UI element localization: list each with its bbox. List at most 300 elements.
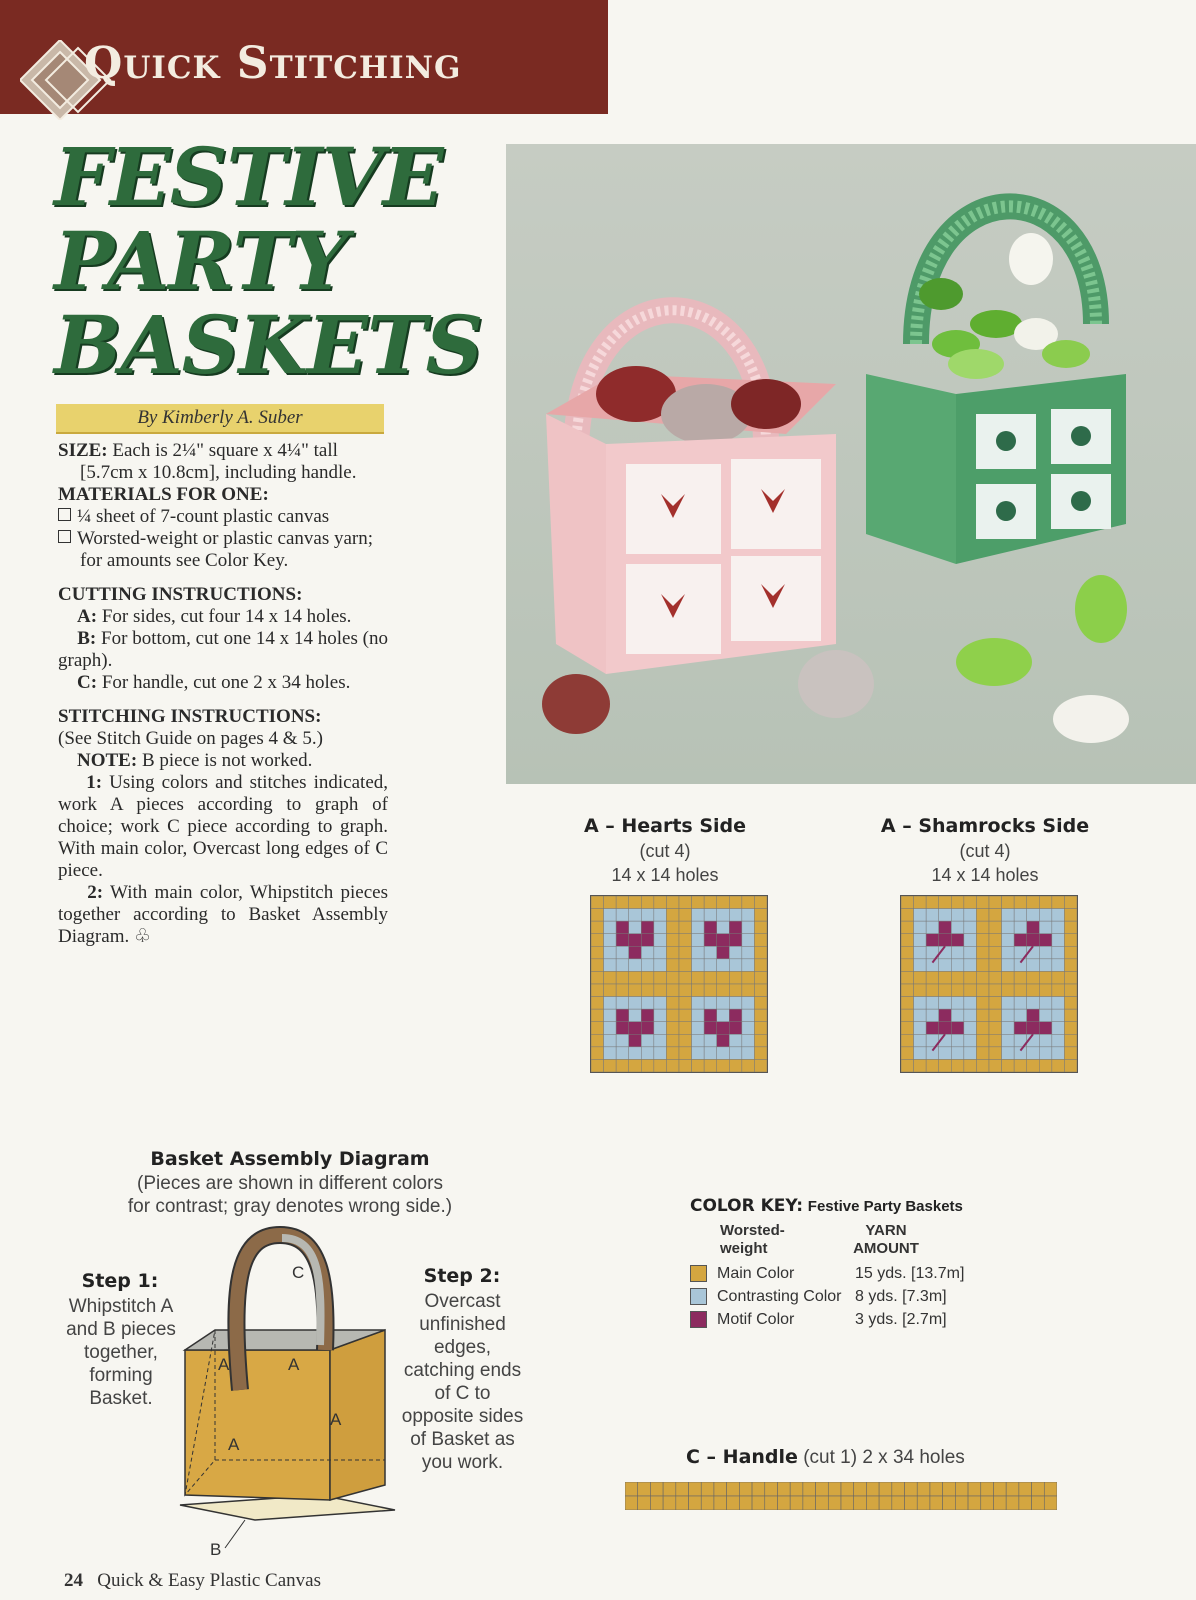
graph-cell	[1064, 1009, 1077, 1022]
graph-cell	[1014, 959, 1027, 972]
graph-cell	[951, 909, 964, 922]
graph-cell	[989, 971, 1002, 984]
cutting-item-text: For sides, cut four 14 x 14 holes.	[101, 606, 352, 627]
handle-cell	[1006, 1496, 1019, 1510]
materials-item-text: Worsted-weight or plastic canvas yarn; for amounts see Color Key.	[77, 528, 374, 571]
graph-cell	[1014, 896, 1027, 909]
graph-cell	[641, 1059, 654, 1072]
handle-cell	[828, 1482, 841, 1496]
graph-cell	[901, 997, 914, 1010]
graph-cell	[1052, 971, 1065, 984]
graph-cell	[1014, 934, 1027, 947]
graph-cell	[641, 1009, 654, 1022]
graph-cell	[704, 1047, 717, 1060]
graph-cell	[1027, 1059, 1040, 1072]
color-swatch	[690, 1288, 707, 1305]
graph-cell	[976, 1059, 989, 1072]
graph-cell	[604, 921, 617, 934]
graph-cell	[692, 909, 705, 922]
cutting-item-text: For bottom, cut one 14 x 14 holes (no graph).	[58, 628, 389, 671]
graph-cell	[1064, 1034, 1077, 1047]
footer	[64, 1570, 321, 1592]
graph-cell	[754, 946, 767, 959]
graph-cell	[629, 1059, 642, 1072]
graph-cell	[629, 1009, 642, 1022]
graph-cell	[591, 934, 604, 947]
handle-cell	[1032, 1482, 1045, 1496]
color-name: Main Color	[717, 1264, 795, 1282]
graph-cell	[679, 1047, 692, 1060]
handle-title: C – Handle	[686, 1446, 798, 1468]
graph-cell	[604, 896, 617, 909]
shamrocks-graph-holes: 14 x 14 holes	[931, 865, 1039, 885]
graph-cell	[679, 909, 692, 922]
graph-cell	[1002, 946, 1015, 959]
handle-cell	[879, 1496, 892, 1510]
graph-cell	[939, 959, 952, 972]
graph-cell	[989, 896, 1002, 909]
graph-cell	[666, 984, 679, 997]
graph-cell	[604, 959, 617, 972]
graph-cell	[616, 896, 629, 909]
graph-cell	[742, 921, 755, 934]
handle-cell	[803, 1482, 816, 1496]
handle-cell	[955, 1482, 968, 1496]
graph-cell	[654, 946, 667, 959]
graph-cell	[1039, 1034, 1052, 1047]
graph-cell	[1052, 896, 1065, 909]
handle-cell	[625, 1482, 638, 1496]
graph-cell	[1039, 984, 1052, 997]
handle-cell	[866, 1496, 879, 1510]
step1-text: Whipstitch A and B pieces together, forming Basket.	[66, 1296, 176, 1409]
graph-cell	[604, 1009, 617, 1022]
step-label: 1:	[86, 772, 103, 793]
graph-cell	[926, 971, 939, 984]
graph-cell	[1052, 997, 1065, 1010]
page-title-line-2: PARTY	[54, 214, 348, 308]
graph-cell	[629, 984, 642, 997]
graph-cell	[754, 971, 767, 984]
graph-cell	[754, 934, 767, 947]
color-key-title-bold: COLOR KEY:	[690, 1196, 804, 1216]
graph-cell	[666, 946, 679, 959]
graph-cell	[754, 1059, 767, 1072]
graph-cell	[679, 1022, 692, 1035]
graph-cell	[926, 921, 939, 934]
graph-cell	[742, 971, 755, 984]
graph-cell	[641, 934, 654, 947]
graph-cell	[914, 1059, 927, 1072]
graph-cell	[926, 997, 939, 1010]
graph-cell	[591, 1034, 604, 1047]
stitch-guide-ref: (See Stitch Guide on pages 4 & 5.)	[58, 728, 323, 749]
graph-cell	[1002, 997, 1015, 1010]
graph-cell	[704, 997, 717, 1010]
graph-cell	[629, 896, 642, 909]
graph-cell	[939, 1059, 952, 1072]
graph-cell	[939, 909, 952, 922]
graph-cell	[1002, 921, 1015, 934]
color-key-title-rest: Festive Party Baskets	[807, 1198, 963, 1215]
graph-cell	[1052, 1022, 1065, 1035]
graph-cell	[1027, 1009, 1040, 1022]
graph-cell	[976, 959, 989, 972]
handle-cell	[892, 1496, 905, 1510]
graph-cell	[654, 934, 667, 947]
graph-cell	[926, 1022, 939, 1035]
graph-cell	[717, 1022, 730, 1035]
graph-cell	[976, 1022, 989, 1035]
graph-cell	[654, 971, 667, 984]
handle-cell	[879, 1482, 892, 1496]
graph-cell	[1039, 997, 1052, 1010]
graph-cell	[901, 909, 914, 922]
graph-cell	[591, 921, 604, 934]
assembly-title: Basket Assembly Diagram	[150, 1148, 430, 1170]
graph-cell	[754, 896, 767, 909]
graph-cell	[914, 1047, 927, 1060]
step1-heading: Step 1:	[81, 1270, 159, 1292]
graph-cell	[914, 1009, 927, 1022]
graph-cell	[604, 1034, 617, 1047]
graph-cell	[641, 1022, 654, 1035]
graph-cell	[729, 959, 742, 972]
graph-cell	[1064, 921, 1077, 934]
handle-cell	[930, 1496, 943, 1510]
graph-cell	[692, 946, 705, 959]
graph-cell	[654, 921, 667, 934]
graph-cell	[951, 971, 964, 984]
graph-cell	[1027, 896, 1040, 909]
graph-cell	[679, 946, 692, 959]
graph-cell	[914, 1022, 927, 1035]
graph-cell	[654, 1059, 667, 1072]
graph-cell	[604, 984, 617, 997]
graph-cell	[629, 1022, 642, 1035]
graph-cell	[742, 896, 755, 909]
graph-cell	[654, 909, 667, 922]
handle-title-row	[686, 1446, 965, 1469]
graph-cell	[1064, 997, 1077, 1010]
graph-cell	[951, 946, 964, 959]
yarn-amount: 8 yds. [7.3m]	[855, 1287, 947, 1305]
hearts-graph-cut: (cut 4)	[639, 841, 691, 861]
graph-cell	[1064, 934, 1077, 947]
graph-cell	[616, 971, 629, 984]
handle-subtitle: (cut 1) 2 x 34 holes	[803, 1447, 965, 1468]
color-key-header	[690, 1222, 1010, 1258]
graph-cell	[692, 1009, 705, 1022]
graph-cell	[692, 984, 705, 997]
graph-cell	[951, 984, 964, 997]
graph-cell	[641, 971, 654, 984]
graph-cell	[1064, 971, 1077, 984]
stitching-step	[58, 772, 388, 882]
graph-cell	[1064, 984, 1077, 997]
graph-cell	[616, 1009, 629, 1022]
materials-item	[58, 506, 388, 528]
graph-cell	[1064, 909, 1077, 922]
graph-cell	[1052, 1059, 1065, 1072]
graph-cell	[641, 921, 654, 934]
graph-cell	[964, 921, 977, 934]
graph-cell	[717, 946, 730, 959]
graph-cell	[1027, 997, 1040, 1010]
handle-cell	[650, 1482, 663, 1496]
graph-cell	[717, 971, 730, 984]
graph-cell	[901, 1059, 914, 1072]
graph-cell	[1064, 1047, 1077, 1060]
graph-cell	[901, 971, 914, 984]
graph-cell	[616, 909, 629, 922]
cutting-item	[58, 672, 388, 694]
graph-cell	[641, 997, 654, 1010]
graph-cell	[692, 921, 705, 934]
graph-cell	[616, 997, 629, 1010]
graph-cell	[704, 909, 717, 922]
materials-item	[58, 528, 388, 572]
graph-cell	[629, 1034, 642, 1047]
graph-cell	[692, 997, 705, 1010]
assembly-subtitle-1: (Pieces are shown in different colors	[137, 1173, 443, 1194]
graph-cell	[1052, 959, 1065, 972]
color-name: Contrasting Color	[717, 1287, 842, 1305]
graph-cell	[901, 896, 914, 909]
graph-cell	[976, 934, 989, 947]
graph-cell	[964, 1059, 977, 1072]
graph-cell	[1039, 971, 1052, 984]
checkbox-icon	[58, 508, 71, 521]
graph-cell	[641, 1034, 654, 1047]
handle-cell	[905, 1496, 918, 1510]
graph-cell	[591, 946, 604, 959]
graph-cell	[742, 997, 755, 1010]
handle-cell	[892, 1482, 905, 1496]
handle-cell	[943, 1496, 956, 1510]
graph-cell	[729, 946, 742, 959]
graph-cell	[1002, 959, 1015, 972]
graph-cell	[926, 934, 939, 947]
graph-cell	[679, 984, 692, 997]
color-key-row	[690, 1262, 1010, 1285]
graph-cell	[976, 1009, 989, 1022]
graph-cell	[964, 1009, 977, 1022]
handle-cell	[663, 1482, 676, 1496]
graph-cell	[989, 934, 1002, 947]
graph-cell	[754, 997, 767, 1010]
handle-cell	[905, 1482, 918, 1496]
size-label: SIZE:	[58, 440, 108, 461]
jelly-bean	[956, 638, 1032, 686]
color-key-row	[690, 1308, 1010, 1331]
handle-cell	[1032, 1496, 1045, 1510]
handle-cell	[993, 1496, 1006, 1510]
graph-cell	[1052, 1034, 1065, 1047]
graph-cell	[742, 1059, 755, 1072]
graph-cell	[729, 909, 742, 922]
graph-cell	[591, 1022, 604, 1035]
jelly-bean	[1075, 575, 1127, 643]
graph-cell	[901, 984, 914, 997]
graph-cell	[1039, 946, 1052, 959]
graph-cell	[1027, 971, 1040, 984]
graph-cell	[629, 959, 642, 972]
graph-cell	[654, 997, 667, 1010]
graph-cell	[666, 997, 679, 1010]
graph-cell	[742, 946, 755, 959]
graph-cell	[729, 896, 742, 909]
graph-cell	[717, 896, 730, 909]
handle-cell	[663, 1496, 676, 1510]
handle-cell	[701, 1482, 714, 1496]
graph-cell	[742, 1047, 755, 1060]
graph-cell	[616, 1047, 629, 1060]
graph-cell	[1002, 1047, 1015, 1060]
baskets-photo	[506, 144, 1196, 784]
graph-cell	[591, 997, 604, 1010]
graph-cell	[679, 934, 692, 947]
graph-cell	[989, 1047, 1002, 1060]
handle-cell	[739, 1482, 752, 1496]
graph-cell	[951, 959, 964, 972]
graph-cell	[754, 959, 767, 972]
graph-cell	[1039, 1022, 1052, 1035]
graph-cell	[654, 1022, 667, 1035]
graph-cell	[939, 984, 952, 997]
handle-cell	[841, 1496, 854, 1510]
graph-cell	[989, 984, 1002, 997]
graph-cell	[679, 896, 692, 909]
graph-cell	[604, 1059, 617, 1072]
graph-cell	[951, 1047, 964, 1060]
graph-cell	[616, 959, 629, 972]
graph-cell	[679, 1034, 692, 1047]
handle-cell	[841, 1482, 854, 1496]
graph-cell	[666, 1009, 679, 1022]
shamrocks-graph-cut: (cut 4)	[959, 841, 1011, 861]
graph-cell	[914, 1034, 927, 1047]
graph-cell	[964, 1047, 977, 1060]
graph-cell	[1002, 909, 1015, 922]
page-title-line-3: BASKETS	[54, 298, 483, 392]
graph-cell	[1027, 1047, 1040, 1060]
cutting-item	[58, 628, 388, 672]
graph-cell	[666, 1022, 679, 1035]
graph-cell	[629, 909, 642, 922]
handle-cell	[790, 1496, 803, 1510]
graph-cell	[1064, 1022, 1077, 1035]
graph-cell	[679, 971, 692, 984]
graph-cell	[666, 896, 679, 909]
handle-cell	[943, 1482, 956, 1496]
graph-cell	[1064, 1059, 1077, 1072]
graph-cell	[616, 1022, 629, 1035]
label-b: B	[210, 1540, 222, 1559]
graph-cell	[964, 959, 977, 972]
graph-cell	[1064, 896, 1077, 909]
byline: By Kimberly A. Suber	[56, 404, 384, 434]
materials-heading: MATERIALS FOR ONE:	[58, 484, 269, 505]
handle-cell	[714, 1496, 727, 1510]
graph-cell	[901, 946, 914, 959]
yarn-amount: 3 yds. [2.7m]	[855, 1310, 947, 1328]
color-swatch	[690, 1265, 707, 1282]
graph-cell	[666, 1047, 679, 1060]
graph-cell	[1039, 1009, 1052, 1022]
graph-cell	[704, 984, 717, 997]
graph-cell	[679, 1009, 692, 1022]
graph-cell	[1052, 984, 1065, 997]
graph-cell	[679, 1059, 692, 1072]
handle-cell	[816, 1496, 829, 1510]
graph-cell	[989, 997, 1002, 1010]
graph-cell	[616, 934, 629, 947]
graph-cell	[654, 896, 667, 909]
graph-cell	[729, 934, 742, 947]
graph-cell	[616, 946, 629, 959]
graph-cell	[729, 1022, 742, 1035]
graph-cell	[989, 1022, 1002, 1035]
graph-cell	[914, 959, 927, 972]
color-key-col1: Worsted-weight	[720, 1222, 785, 1257]
handle-cell	[930, 1482, 943, 1496]
graph-cell	[951, 934, 964, 947]
step-text: With main color, Whipstitch pieces together according to Basket Assembly Diagram.	[58, 882, 388, 947]
color-key-rows	[690, 1262, 1010, 1331]
cutting-item-text: For handle, cut one 2 x 34 holes.	[101, 672, 351, 693]
graph-cell	[964, 934, 977, 947]
graph-cell	[951, 896, 964, 909]
graph-cell	[1039, 1047, 1052, 1060]
graph-cell	[641, 946, 654, 959]
graph-cell	[704, 921, 717, 934]
graph-cell	[989, 1059, 1002, 1072]
graph-cell	[754, 921, 767, 934]
graph-cell	[951, 1034, 964, 1047]
graph-cell	[951, 997, 964, 1010]
graph-cell	[1014, 1047, 1027, 1060]
graph-cell	[717, 1034, 730, 1047]
color-key-title	[690, 1196, 1010, 1216]
graph-cell	[729, 1047, 742, 1060]
handle-cell	[765, 1496, 778, 1510]
handle-cell	[676, 1482, 689, 1496]
graph-cell	[742, 959, 755, 972]
graph-cell	[1027, 1022, 1040, 1035]
handle-cell	[638, 1496, 651, 1510]
color-name: Motif Color	[717, 1310, 795, 1328]
graph-cell	[939, 1047, 952, 1060]
graph-cell	[1039, 1059, 1052, 1072]
graph-cell	[666, 909, 679, 922]
graph-cell	[754, 909, 767, 922]
graph-cell	[1014, 984, 1027, 997]
graph-cell	[926, 1047, 939, 1060]
graph-cell	[704, 1059, 717, 1072]
candy-kiss	[542, 674, 610, 734]
handle-cell	[866, 1482, 879, 1496]
graph-cell	[1039, 896, 1052, 909]
stitching-step	[58, 882, 388, 948]
graph-cell	[666, 971, 679, 984]
label-a: A	[228, 1435, 240, 1454]
graph-cell	[641, 909, 654, 922]
graph-cell	[1039, 921, 1052, 934]
graph-cell	[926, 896, 939, 909]
step-text: Using colors and stitches indicated, work A pieces according to graph of choice; work C piece according to graph. With main color, Overcast long edges of C piece.	[58, 772, 389, 881]
color-key-col2: YARN AMOUNT	[853, 1222, 919, 1257]
